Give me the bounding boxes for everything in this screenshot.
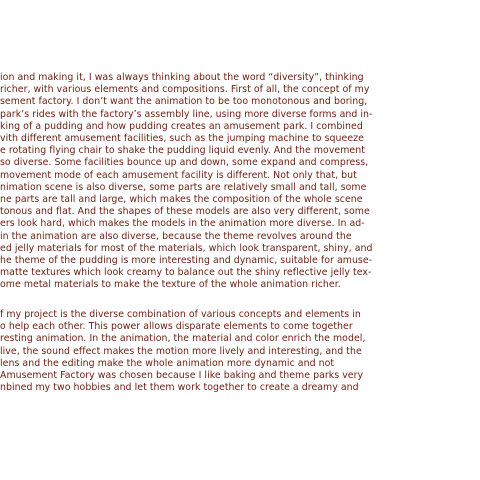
text-line: o help each other. This power allows disparate elements to come together (0, 321, 353, 333)
text-line: ne parts are tall and large, which makes the composition of the whole scene (0, 194, 363, 206)
text-line: king of a pudding and how pudding creates an amusement park. I combined (0, 120, 363, 132)
text-line: vith different amusement facilities, such as the jumping machine to squeeze (0, 133, 364, 145)
text-line: nimation scene is also diverse, some parts are relatively small and tall, some (0, 181, 367, 193)
text-line: ers look hard, which makes the models in the animation more diverse. In ad- (0, 218, 365, 230)
text-line: movement mode of each amusement facility is different. Not only that, but (0, 169, 357, 181)
text-line: live, the sound effect makes the motion more lively and interesting, and the (0, 345, 362, 357)
text-line: tonous and flat. And the shapes of these models are also very different, some (0, 206, 370, 218)
text-line: nbined my two hobbies and let them work together to create a dreamy and (0, 382, 359, 394)
text-line: park’s rides with the factory’s assembly line, using more diverse forms and in- (0, 108, 373, 120)
text-line: Amusement Factory was chosen because I like baking and theme parks very (0, 370, 364, 382)
text-line: ome metal materials to make the texture of the whole animation richer. (0, 279, 341, 291)
text-line: so diverse. Some facilities bounce up and down, some expand and compress, (0, 157, 369, 169)
text-line: he theme of the pudding is more interesting and dynamic, suitable for amuse- (0, 255, 373, 267)
text-line: e rotating flying chair to shake the pudding liquid evenly. And the movement (0, 145, 365, 157)
paragraph-combination (0, 309, 480, 394)
text-line: resting animation. In the animation, the material and color enrich the model, (0, 333, 366, 345)
text-line: lens and the editing make the whole animation more dynamic and not (0, 357, 335, 369)
text-line: in the animation are also diverse, because the theme revolves around the (0, 230, 352, 242)
text-line: matte textures which look creamy to balance out the shiny reflective jelly tex- (0, 267, 372, 279)
text-line: ed jelly materials for most of the materials, which look transparent, shiny, and (0, 242, 373, 254)
text-line: sement factory. I don’t want the animation to be too monotonous and boring, (0, 96, 368, 108)
text-line: f my project is the diverse combination of various concepts and elements in (0, 309, 361, 320)
text-line: richer, with various elements and compositions. First of all, the concept of my (0, 84, 370, 96)
paragraph-diversity (0, 72, 480, 292)
text-line: ion and making it, I was always thinking about the word “diversity”, thinking (0, 72, 364, 83)
